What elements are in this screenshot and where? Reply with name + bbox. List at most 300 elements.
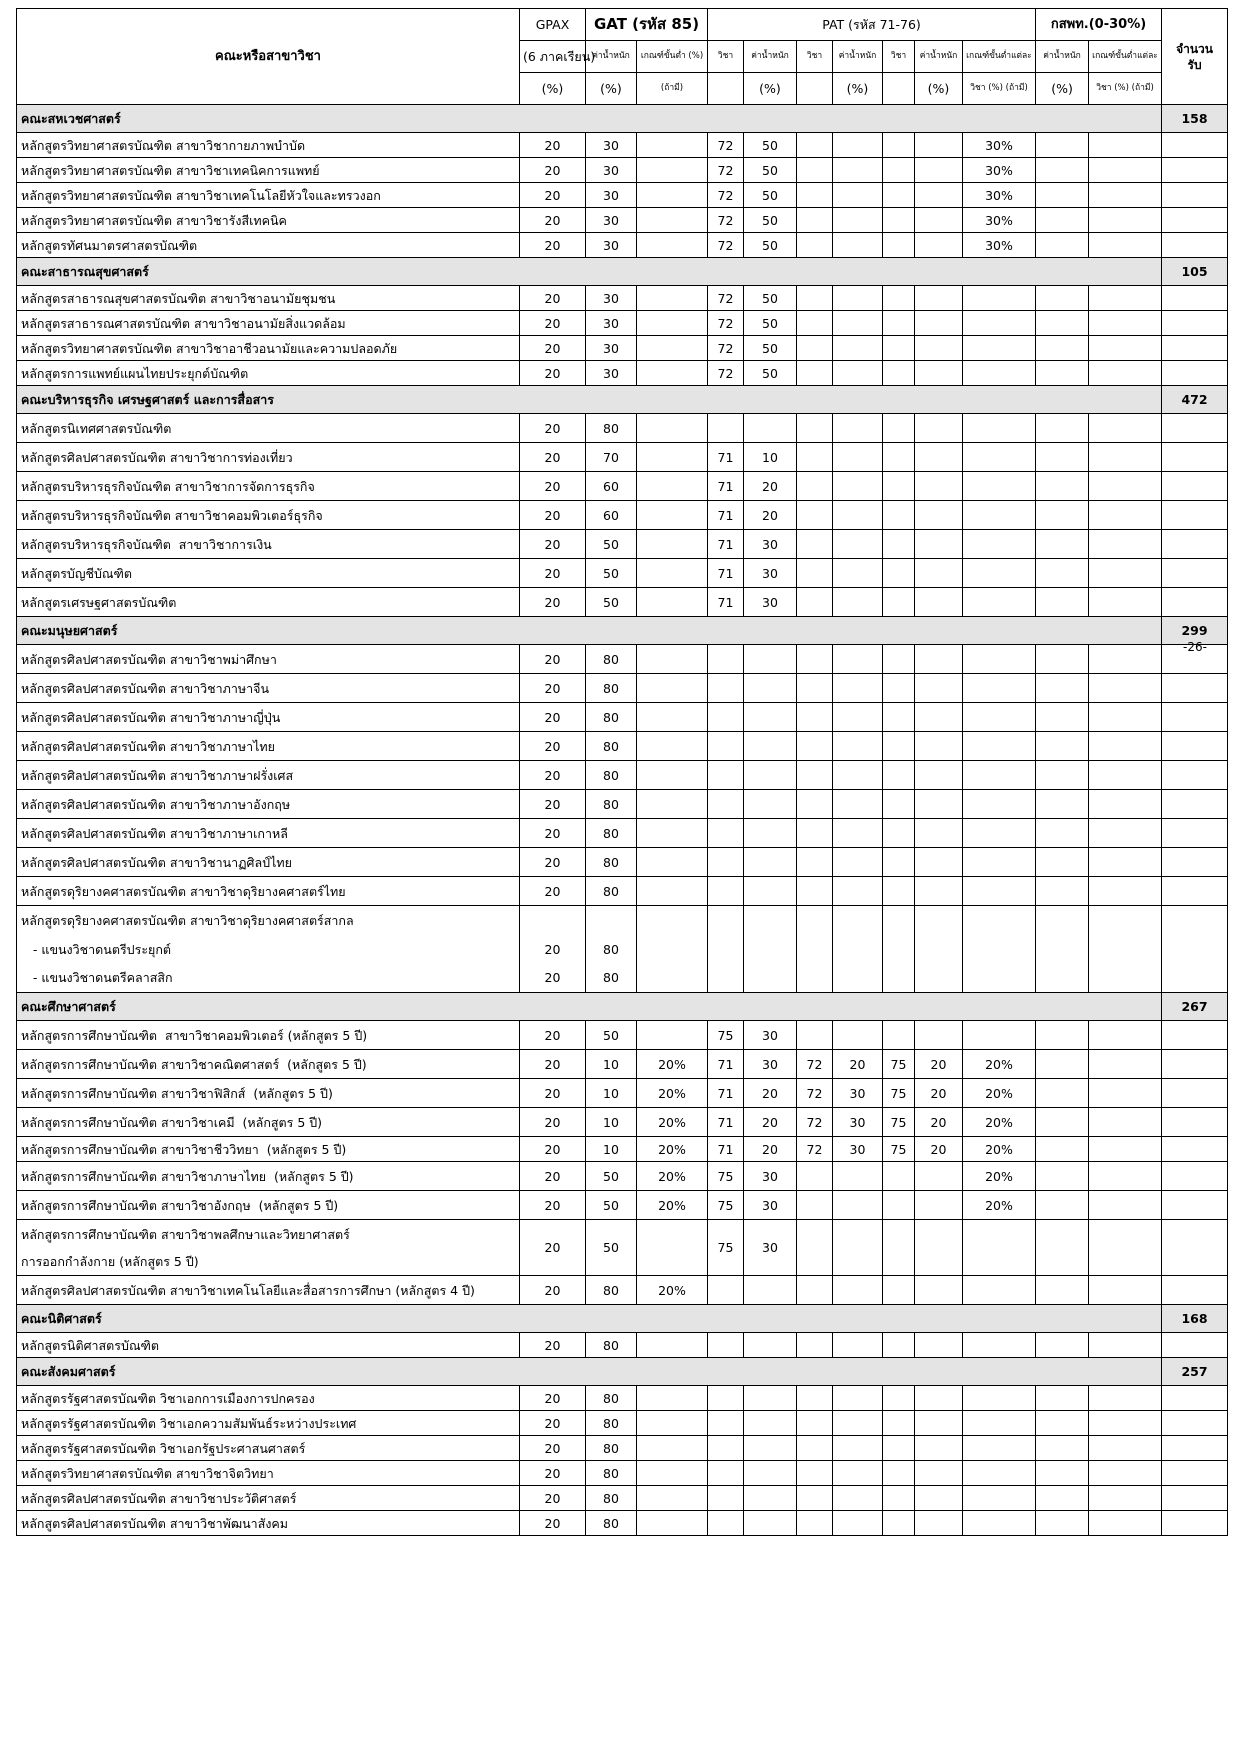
cell: [1162, 588, 1228, 617]
cell: 20%: [637, 1191, 708, 1220]
program-row: [17, 848, 1228, 877]
cell: 71: [708, 1137, 744, 1162]
cell: [963, 1276, 1036, 1305]
cell: [797, 877, 833, 906]
cell: [1089, 848, 1162, 877]
program-name: หลักสูตรวิทยาศาสตรบัณฑิต สาขาวิชากายภาพบำบัด: [17, 133, 520, 158]
cell: [1036, 848, 1089, 877]
faculty-row: [17, 993, 1228, 1021]
cell: [797, 674, 833, 703]
cell: [963, 761, 1036, 790]
cell: 72: [708, 208, 744, 233]
cell: [883, 311, 915, 336]
cell: [1162, 819, 1228, 848]
cell: 20: [520, 819, 586, 848]
cell: [1089, 1333, 1162, 1358]
cell: [915, 703, 963, 732]
program-row: [17, 1461, 1228, 1486]
cell: [833, 1021, 883, 1050]
cell: 20: [520, 588, 586, 617]
cell: [833, 1162, 883, 1191]
cell: [797, 1386, 833, 1411]
cell: [1089, 530, 1162, 559]
program-row: [17, 877, 1228, 906]
cell: [797, 559, 833, 588]
cell: 20: [520, 530, 586, 559]
cell: 30: [833, 1137, 883, 1162]
program-name: หลักสูตรศิลปศาสตรบัณฑิต สาขาวิชานาฏศิลป์ไทย: [17, 848, 520, 877]
program-name: หลักสูตรนิเทศศาสตรบัณฑิต: [17, 414, 520, 443]
cell: 80: [586, 964, 637, 993]
cell: [1089, 208, 1162, 233]
cell: [915, 935, 963, 964]
cell: 20: [520, 443, 586, 472]
cell: [797, 530, 833, 559]
header-onet-min-each: เกณฑ์ขั้นต่ำแต่ละ: [1089, 41, 1162, 73]
program-row: [17, 233, 1228, 258]
cell: [833, 588, 883, 617]
cell: [915, 414, 963, 443]
faculty-name: คณะมนุษยศาสตร์: [17, 617, 1162, 645]
header-gat-min: เกณฑ์ขั้นต่ำ (%): [637, 41, 708, 73]
cell: [1036, 1436, 1089, 1461]
program-row: [17, 472, 1228, 501]
cell: [797, 472, 833, 501]
cell: [637, 1386, 708, 1411]
cell: [883, 1411, 915, 1436]
cell: [637, 1486, 708, 1511]
cell: 30%: [963, 158, 1036, 183]
cell: [915, 906, 963, 935]
cell: [833, 732, 883, 761]
cell: 20%: [637, 1108, 708, 1137]
cell: [883, 1511, 915, 1536]
program-row: [17, 443, 1228, 472]
cell: [915, 311, 963, 336]
cell: [833, 1486, 883, 1511]
header-onet-subject-pct: วิชา (%) (ถ้ามี): [1089, 73, 1162, 105]
cell: [1036, 935, 1089, 964]
cell: 20: [520, 674, 586, 703]
cell: [708, 819, 744, 848]
program-row: [17, 674, 1228, 703]
header-gat: GAT (รหัส 85): [586, 9, 708, 41]
cell: [797, 501, 833, 530]
cell: [708, 761, 744, 790]
cell: [883, 1333, 915, 1358]
cell: [1089, 559, 1162, 588]
cell: [883, 1486, 915, 1511]
cell: [915, 133, 963, 158]
cell: [637, 848, 708, 877]
cell: [915, 790, 963, 819]
program-row: [17, 935, 1228, 964]
cell: [797, 443, 833, 472]
program-row: [17, 1386, 1228, 1411]
cell: [708, 790, 744, 819]
cell: 72: [797, 1050, 833, 1079]
cell: [963, 1021, 1036, 1050]
header-pat-weight-2: ค่าน้ำหนัก: [833, 41, 883, 73]
program-name: - แขนงวิชาดนตรีคลาสสิก: [17, 964, 520, 993]
cell: [833, 935, 883, 964]
cell: 20: [520, 645, 586, 674]
cell: [833, 819, 883, 848]
cell: [883, 964, 915, 993]
header-pat-pct-3: (%): [915, 73, 963, 105]
program-row: [17, 1220, 1228, 1276]
cell: 10: [586, 1050, 637, 1079]
cell: 20%: [963, 1162, 1036, 1191]
cell: [1089, 1050, 1162, 1079]
cell: [637, 1021, 708, 1050]
cell: [915, 964, 963, 993]
cell: [1162, 443, 1228, 472]
cell: [1162, 1079, 1228, 1108]
cell: [708, 1276, 744, 1305]
cell: [883, 588, 915, 617]
cell: [883, 133, 915, 158]
cell: [963, 703, 1036, 732]
cell: [963, 674, 1036, 703]
cell: [833, 1461, 883, 1486]
cell: [915, 877, 963, 906]
header-pat-subject-1: วิชา: [708, 41, 744, 73]
cell: [963, 530, 1036, 559]
cell: [883, 208, 915, 233]
cell: 20: [520, 935, 586, 964]
cell: [915, 1276, 963, 1305]
cell: [1036, 1050, 1089, 1079]
cell: [963, 443, 1036, 472]
cell: 20: [520, 1436, 586, 1461]
cell: [915, 819, 963, 848]
cell: 20: [520, 1108, 586, 1137]
cell: [883, 761, 915, 790]
cell: [1036, 1191, 1089, 1220]
program-name-line2: การออกกำลังกาย (หลักสูตร 5 ปี): [21, 1253, 199, 1269]
cell: [1162, 1276, 1228, 1305]
cell: [797, 286, 833, 311]
cell: [744, 761, 797, 790]
cell: [797, 1436, 833, 1461]
cell: [637, 1333, 708, 1358]
cell: [797, 336, 833, 361]
header-gpax: GPAX: [520, 9, 586, 41]
program-row: [17, 703, 1228, 732]
cell: [883, 1162, 915, 1191]
cell: [1089, 1276, 1162, 1305]
cell: [797, 311, 833, 336]
cell: 30: [833, 1079, 883, 1108]
cell: [963, 1436, 1036, 1461]
cell: [915, 1333, 963, 1358]
cell: 20%: [963, 1050, 1036, 1079]
cell: 80: [586, 1411, 637, 1436]
cell: [637, 645, 708, 674]
cell: 80: [586, 877, 637, 906]
cell: [1162, 1220, 1228, 1276]
cell: [1162, 336, 1228, 361]
cell: [1036, 414, 1089, 443]
cell: 20%: [637, 1079, 708, 1108]
cell: 80: [586, 1333, 637, 1358]
cell: 80: [586, 1276, 637, 1305]
cell: [1162, 1021, 1228, 1050]
cell: 20: [520, 1191, 586, 1220]
program-row: [17, 588, 1228, 617]
faculty-total: 158: [1162, 105, 1228, 133]
program-row: [17, 133, 1228, 158]
cell: [797, 1162, 833, 1191]
cell: [833, 208, 883, 233]
cell: 20: [744, 472, 797, 501]
cell: 72: [708, 133, 744, 158]
cell: [1162, 530, 1228, 559]
cell: 20: [915, 1108, 963, 1137]
cell: [1089, 1108, 1162, 1137]
cell: 20: [520, 414, 586, 443]
cell: [1089, 1021, 1162, 1050]
cell: [744, 732, 797, 761]
cell: [1089, 133, 1162, 158]
cell: [637, 361, 708, 386]
cell: 20: [520, 964, 586, 993]
program-row: [17, 158, 1228, 183]
program-name: หลักสูตรทัศนมาตรศาสตรบัณฑิต: [17, 233, 520, 258]
cell: [963, 1220, 1036, 1276]
program-row: [17, 964, 1228, 993]
cell: 72: [797, 1137, 833, 1162]
program-name: หลักสูตรเศรษฐศาสตรบัณฑิต: [17, 588, 520, 617]
cell: [1162, 703, 1228, 732]
cell: 75: [883, 1108, 915, 1137]
cell: [1036, 336, 1089, 361]
cell: [1089, 361, 1162, 386]
cell: [637, 703, 708, 732]
cell: [744, 877, 797, 906]
cell: 20: [520, 1276, 586, 1305]
cell: [637, 286, 708, 311]
cell: [637, 183, 708, 208]
cell: [883, 1220, 915, 1276]
header-pat-min-each: เกณฑ์ขั้นต่ำแต่ละ: [963, 41, 1036, 73]
cell: [1089, 1162, 1162, 1191]
cell: [915, 336, 963, 361]
cell: [637, 158, 708, 183]
cell: [833, 1191, 883, 1220]
cell: 50: [586, 1021, 637, 1050]
cell: [1036, 1411, 1089, 1436]
cell: [1036, 208, 1089, 233]
cell: [637, 311, 708, 336]
cell: [833, 133, 883, 158]
cell: [744, 645, 797, 674]
program-name: หลักสูตรการแพทย์แผนไทยประยุกต์บัณฑิต: [17, 361, 520, 386]
cell: [1036, 133, 1089, 158]
cell: 20: [520, 1461, 586, 1486]
program-name: หลักสูตรศิลปศาสตรบัณฑิต สาขาวิชาภาษาญี่ปุ่น: [17, 703, 520, 732]
cell: [833, 877, 883, 906]
cell: [797, 414, 833, 443]
cell: 75: [883, 1050, 915, 1079]
cell: [708, 1386, 744, 1411]
cell: [963, 1411, 1036, 1436]
cell: [1036, 1079, 1089, 1108]
cell: [833, 158, 883, 183]
cell: [833, 443, 883, 472]
cell: [1036, 559, 1089, 588]
cell: [1162, 1191, 1228, 1220]
cell: 80: [586, 732, 637, 761]
cell: 30: [744, 1191, 797, 1220]
cell: [708, 906, 744, 935]
program-row: [17, 1162, 1228, 1191]
cell: [520, 906, 586, 935]
cell: [1162, 286, 1228, 311]
cell: 20: [520, 848, 586, 877]
cell: 72: [708, 311, 744, 336]
cell: [1036, 233, 1089, 258]
cell: [1036, 361, 1089, 386]
cell: [883, 732, 915, 761]
cell: [915, 361, 963, 386]
cell: [744, 1386, 797, 1411]
cell: [708, 1411, 744, 1436]
faculty-row: [17, 1305, 1228, 1333]
cell: [637, 559, 708, 588]
cell: 30: [586, 183, 637, 208]
cell: [883, 1386, 915, 1411]
program-name: หลักสูตรการศึกษาบัณฑิต สาขาวิชาฟิสิกส์ (หลักสูตร 5 ปี): [17, 1079, 520, 1108]
cell: [915, 645, 963, 674]
cell: [963, 336, 1036, 361]
cell: [637, 588, 708, 617]
cell: [637, 761, 708, 790]
cell: 50: [744, 133, 797, 158]
cell: [833, 559, 883, 588]
program-row: [17, 1021, 1228, 1050]
cell: 30: [744, 1050, 797, 1079]
header-onet-pct: (%): [1036, 73, 1089, 105]
cell: [1036, 645, 1089, 674]
cell: [797, 703, 833, 732]
header-count: [1162, 9, 1228, 105]
cell: 20: [520, 790, 586, 819]
cell: [744, 703, 797, 732]
cell: 30: [744, 1162, 797, 1191]
cell: [1036, 790, 1089, 819]
cell: [1162, 361, 1228, 386]
cell: 75: [708, 1162, 744, 1191]
faculty-row: [17, 386, 1228, 414]
cell: [963, 1386, 1036, 1411]
cell: [708, 703, 744, 732]
faculty-row: [17, 105, 1228, 133]
cell: [963, 906, 1036, 935]
program-name: หลักสูตรบริหารธุรกิจบัณฑิต สาขาวิชาคอมพิวเตอร์ธุรกิจ: [17, 501, 520, 530]
cell: [1089, 935, 1162, 964]
cell: [797, 588, 833, 617]
cell: [1036, 761, 1089, 790]
cell: [833, 674, 883, 703]
cell: 10: [586, 1137, 637, 1162]
cell: 30%: [963, 233, 1036, 258]
cell: [1162, 133, 1228, 158]
cell: [963, 472, 1036, 501]
cell: 71: [708, 501, 744, 530]
program-name: หลักสูตรวิทยาศาสตรบัณฑิต สาขาวิชาเทคนิคการแพทย์: [17, 158, 520, 183]
cell: 20: [520, 559, 586, 588]
cell: [637, 674, 708, 703]
program-name: หลักสูตรศิลปศาสตรบัณฑิต สาขาวิชาการท่องเที่ยว: [17, 443, 520, 472]
cell: [1162, 1386, 1228, 1411]
cell: [915, 732, 963, 761]
cell: [637, 790, 708, 819]
cell: 80: [586, 848, 637, 877]
cell: [637, 1411, 708, 1436]
cell: [883, 501, 915, 530]
program-row: [17, 530, 1228, 559]
program-name: หลักสูตรบัญชีบัณฑิต: [17, 559, 520, 588]
cell: [915, 286, 963, 311]
cell: [797, 183, 833, 208]
faculty-total: 257: [1162, 1358, 1228, 1386]
header-gpax-sub: (6 ภาคเรียน): [520, 41, 586, 73]
faculty-name: คณะนิติศาสตร์: [17, 1305, 1162, 1333]
program-name: หลักสูตรการศึกษาบัณฑิต สาขาวิชาเคมี (หลักสูตร 5 ปี): [17, 1108, 520, 1137]
cell: 20: [915, 1050, 963, 1079]
cell: [833, 1436, 883, 1461]
cell: [1089, 1436, 1162, 1461]
cell: [1089, 674, 1162, 703]
cell: 30: [744, 530, 797, 559]
cell: [1162, 183, 1228, 208]
cell: [833, 336, 883, 361]
cell: [833, 848, 883, 877]
cell: 30: [744, 1021, 797, 1050]
cell: [915, 158, 963, 183]
cell: [1036, 1021, 1089, 1050]
cell: [1089, 1079, 1162, 1108]
cell: [1036, 1137, 1089, 1162]
table-header: [17, 9, 1228, 105]
cell: 20: [520, 1162, 586, 1191]
program-name: หลักสูตรสาธารณสุขศาสตรบัณฑิต สาขาวิชาอนามัยชุมชน: [17, 286, 520, 311]
cell: [744, 790, 797, 819]
cell: [1162, 501, 1228, 530]
cell: [1162, 1461, 1228, 1486]
cell: [1036, 530, 1089, 559]
cell: [1036, 158, 1089, 183]
cell: [883, 645, 915, 674]
program-name: หลักสูตรวิทยาศาสตรบัณฑิต สาขาวิชาอาชีวอนามัยและความปลอดภัย: [17, 336, 520, 361]
cell: [1036, 1511, 1089, 1536]
page-number: -26-: [1183, 640, 1207, 654]
cell: [915, 1220, 963, 1276]
cell: [883, 1021, 915, 1050]
cell: 50: [744, 361, 797, 386]
cell: [637, 1461, 708, 1486]
cell: [1036, 732, 1089, 761]
cell: [1089, 645, 1162, 674]
program-row: [17, 645, 1228, 674]
cell: [833, 361, 883, 386]
header-count-line1: จำนวน: [1176, 41, 1213, 56]
cell: 80: [586, 761, 637, 790]
cell: [1036, 1108, 1089, 1137]
cell: 80: [586, 703, 637, 732]
